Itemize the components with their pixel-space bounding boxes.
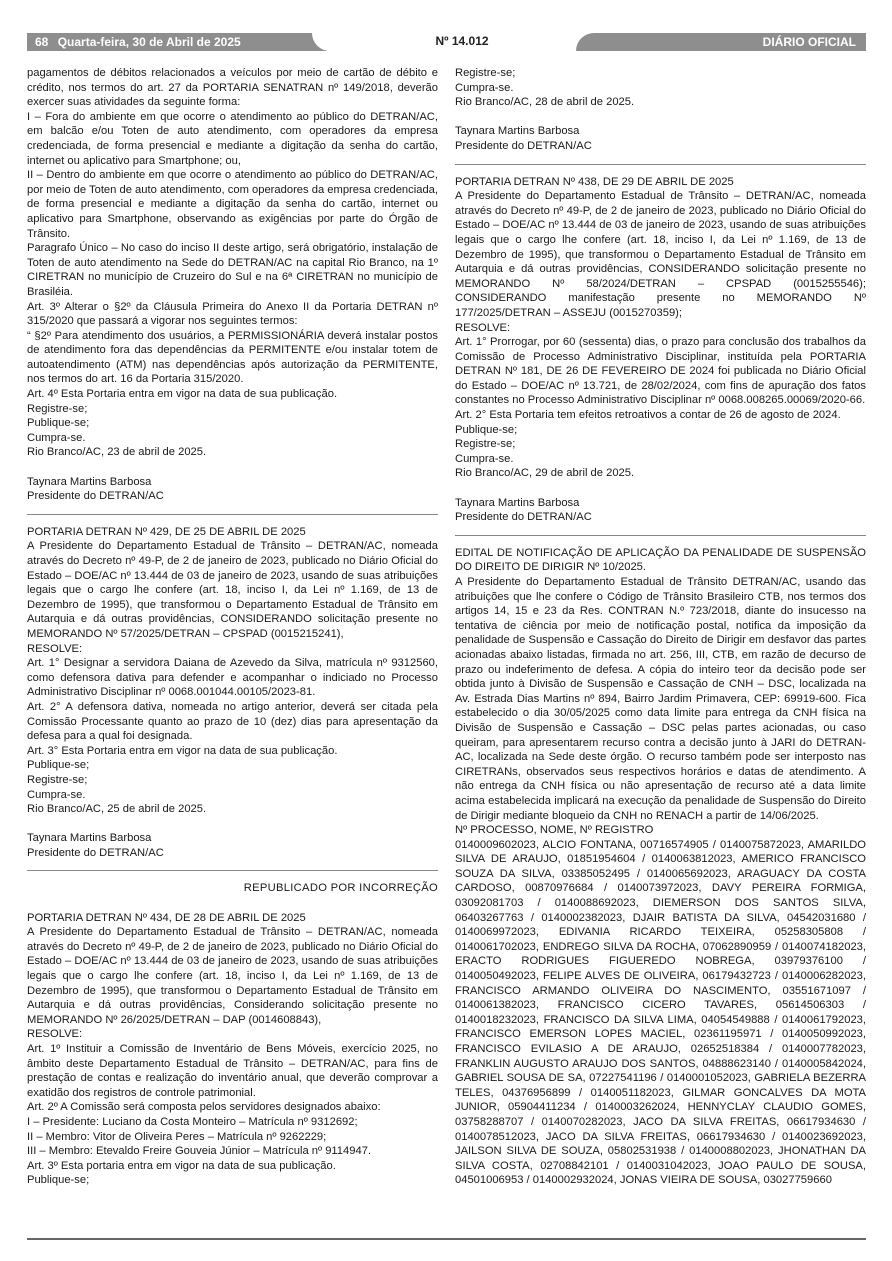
paragraph: Art. 2º A Comissão será composta pelos servidores designados abaixo: <box>27 1101 381 1114</box>
paragraph: Publique-se; <box>27 759 90 772</box>
paragraph: II – Membro: Vitor de Oliveira Peres – Matrícula nº 9262229; <box>27 1130 327 1143</box>
paragraph: Art. 2° Esta Portaria tem efeitos retroativos a contar de 26 de agosto de 2024. <box>455 409 841 422</box>
portaria-429 <box>27 525 438 861</box>
signer-name: Taynara Martins Barbosa <box>27 475 152 488</box>
edital-title: EDITAL DE NOTIFICAÇÃO DE APLICAÇÃO DA PENALIDADE DE SUSPENSÃO DO DIREITO DE DIRIGIR Nº 10/2025. <box>455 546 866 574</box>
paragraph: A Presidente do Departamento Estadual de Trânsito – DETRAN/AC, nomeada através do Decreto nº 49-P, de 2 de janeiro de 2023, publicado no Diário Oficial do Estado – DOE/AC nº 13.444 de 03 de janeiro de 2023, usando de suas atribuições legais que o cargo lhe confere (art. 18, inciso I, da Lei nº 1.169, de 13 de Dezembro de 1995), que transformou o Departamento Estadual de Trânsito em Autarquia e dá outras providências, Considerando solicitação presente no MEMORANDO Nº 26/2025/DETRAN – DAP (0014608843), <box>27 926 438 1026</box>
signer-role: Presidente do DETRAN/AC <box>455 511 592 524</box>
edital-list: 0140009602023, ALCIO FONTANA, 00716574905 / 0140075872023, AMARILDO SILVA DE ARAUJO, 01851954604 / 0140063812023, AMERICO FRANCISCO SOUZA DA SILVA, 03385052495 / 0140065692023, ARAGUACY DA COSTA CARDOSO, 00870976684 / 0140073972023, DAVY PEREIRA FORMIGA, 03092081703 / 0140088692023, DIEMERSON DOS SANTOS SILVA, 06403267763 / 0140002382023, DJAIR BATISTA DA SILVA, 04542031680 / 0140069972023, EDIVANIA RICARDO TEIXEIRA, 05258305808 / 0140061702023, ENDREGO SILVA DA ROCHA, 07062890959 / 0140074182023, ERACTO RODRIGUES FIGUEREDO NOBREGA, 03979376100 / 0140050492023, FELIPE ALVES DE OLIVEIRA, 06179432723 / 0140006282023, FRANCISCO ARMANDO OLIVEIRA DO NASCIMENTO, 03551671097 / 0140061382023, FRANCISCO CICERO TAVARES, 05614506303 / 0140018232023, FRANCISCO DA SILVA LIMA, 04054549888 / 0140061792023, FRANCISCO EMERSON LOPES MACIEL, 02361195971 / 0140050992023, FRANCISCO EVILASIO A DE ARAUJO, 02652518384 / 0140007782023, FRANKLIN AUGUSTO ARAUJO DOS SANTOS, 04888623140 / 0140005842024, GABRIEL SOUSA DE SA, 07227541196 / 0140001052023, GABRIELA BEZERRA TELES, 04376956899 / 0140051182023, GILMAR GONCALVES DA MOTA JUNIOR, 05904411234 / 0140003262024, HENNYCLAY CLAUDIO GOMES, 03758288707 / 0140070282023, JACO DA SILVA FREITAS, 06617934630 / 0140078512023, JACO DA SILVA FREITAS, 06617934630 / 0140023692023, JAILSON SILVA DE SOUZA, 05802531938 / 0140008802023, JHONATHAN DA SILVA COSTA, 02708842101 / 0140031042023, JOAO PAULO DE SOUSA, 04501006953 / 0140002932024, JONAS VIEIRA DE SOUSA, 03027759660 <box>455 838 866 1187</box>
portaria-434 <box>27 911 438 1188</box>
divider <box>27 870 438 871</box>
paragraph: A Presidente do Departamento Estadual de Trânsito – DETRAN/AC, nomeada através do Decreto nº 49-P, de 2 de janeiro de 2023, publicado no Diário Oficial do Estado – DOE/AC nº 13.444 de 03 de janeiro de 2023, usando de suas atribuições legais que o cargo lhe confere (art. 18, inciso I, da Lei nº 1.169, de 13 de Dezembro de 1995), que transformou o Departamento Estadual de Trânsito em Autarquia e dá outras providências, CONSIDERANDO solicitação presente no MEMORANDO Nº 57/2025/DETRAN – CPSPAD (0015215241), <box>27 540 438 640</box>
paragraph: RESOLVE: <box>455 321 511 334</box>
paragraph: RESOLVE: <box>27 1028 83 1041</box>
paragraph: Cumpra-se. <box>455 81 514 94</box>
paragraph: Rio Branco/AC, 29 de abril de 2025. <box>455 467 635 480</box>
paragraph: Cumpra-se. <box>27 788 86 801</box>
paragraph: Registre-se; <box>27 773 88 786</box>
publication-date: Quarta-feira, 30 de Abril de 2025 <box>57 35 241 49</box>
left-column <box>27 66 438 1188</box>
publication-name: DIÁRIO OFICIAL <box>576 33 866 51</box>
paragraph: Art. 1° Prorrogar, por 60 (sessenta) dias, o prazo para conclusão dos trabalhos da Comissão de Processo Administrativo Disciplinar, instituída pela PORTARIA DETRAN Nº 181, DE 26 DE FEVEREIRO DE 2024 foi publicada no Diário Oficial do Estado – DOE/AC nº 13.721, de 28/02/2024, com fins de apuração dos fatos constantes no Processo Administrativo Disciplinar nº 0068.008265.00069/2020-66. <box>455 336 866 407</box>
portaria-title: PORTARIA DETRAN Nº 434, DE 28 DE ABRIL DE 2025 <box>27 911 306 924</box>
paragraph: III – Membro: Etevaldo Freire Gouveia Júnior – Matrícula nº 9114947. <box>27 1145 372 1158</box>
paragraph: A Presidente do Departamento Estadual de Trânsito – DETRAN/AC, nomeada através do Decreto nº 49-P, de 2 de janeiro de 2023, publicado no Diário Oficial do Estado – DOE/AC nº 13.444 de 03 de janeiro de 2023, usando de suas atribuições legais que o cargo lhe confere (art. 18, inciso I, da Lei nº 1.169, de 13 de Dezembro de 1995), que transformou o Departamento Estadual de Trânsito em Autarquia e dá outras providências, CONSIDERANDO solicitação presente no MEMORANDO Nº 58/2024/DETRAN – CPSPAD (0015255546); CONSIDERANDO manifestação presente no MEMORANDO Nº 177/2025/DETRAN – ASSEJU (0015270359); <box>455 190 866 319</box>
paragraph: Art. 3º Alterar o §2º da Cláusula Primeira do Anexo II da Portaria DETRAN nº 315/2020 que passará a vigorar nos seguintes termos: <box>27 300 438 328</box>
portaria-438 <box>455 175 866 525</box>
paragraph: Paragrafo Único – No caso do inciso II deste artigo, será obrigatório, instalação de Toten de auto atendimento na Sede do DETRAN/AC na capital Rio Branco, na 1º CIRETRAN no município de Cruzeiro do Sul e na 6ª CIRETRAN no município de Brasiléia. <box>27 242 438 298</box>
divider <box>27 514 438 515</box>
signer-role: Presidente do DETRAN/AC <box>27 846 164 859</box>
paragraph: Art. 3° Esta Portaria entra em vigor na data de sua publicação. <box>27 744 338 757</box>
intro-section <box>27 66 438 504</box>
portaria-title: PORTARIA DETRAN Nº 438, DE 29 DE ABRIL DE 2025 <box>455 175 734 188</box>
paragraph: Rio Branco/AC, 25 de abril de 2025. <box>27 803 207 816</box>
paragraph: Cumpra-se. <box>27 431 86 444</box>
continuation-section <box>455 66 866 154</box>
paragraph: Cumpra-se. <box>455 452 514 465</box>
paragraph: Art. 1º Instituir a Comissão de Inventário de Bens Móveis, exercício 2025, no âmbito deste Departamento Estadual de Trânsito – DETRAN/AC, para fins de prestação de contas e realização do inventário anual, que deverão comprovar a exatidão dos registros de controle patrimonial. <box>27 1043 438 1099</box>
signer-name: Taynara Martins Barbosa <box>455 125 580 138</box>
paragraph: RESOLVE: <box>27 642 83 655</box>
paragraph: Publique-se; <box>27 417 90 430</box>
issue-number: Nº 14.012 <box>435 34 489 48</box>
signer-name: Taynara Martins Barbosa <box>27 832 152 845</box>
signer-name: Taynara Martins Barbosa <box>455 496 580 509</box>
paragraph: Registre-se; <box>27 402 88 415</box>
portaria-title: PORTARIA DETRAN Nº 429, DE 25 DE ABRIL DE 2025 <box>27 525 306 538</box>
footer-rule <box>27 1238 866 1240</box>
paragraph: Art. 2° A defensora dativa, nomeada no artigo anterior, deverá ser citada pela Comissão Processante quanto ao prazo de 10 (dez) dias para apresentação da defesa para a qual foi designada. <box>27 700 438 743</box>
paragraph: Art. 3º Esta portaria entra em vigor na data de sua publicação. <box>27 1159 336 1172</box>
edital-section <box>455 546 866 1188</box>
paragraph: II – Dentro do ambiente em que ocorre o atendimento ao público do DETRAN/AC, por meio de Toten de auto atendimento, com operadores da empresa credenciada, de forma presencial e mediante a digitação da senha do cartão, internet ou aplicativo para Smartphone, observando as exigências por parte do Órgão de Trânsito. <box>27 169 438 240</box>
signer-role: Presidente do DETRAN/AC <box>27 490 164 503</box>
paragraph: Publique-se; <box>27 1174 90 1187</box>
paragraph: I – Fora do ambiente em que ocorre o atendimento ao público do DETRAN/AC, em balcão e/ou Toten de auto atendimento, com operadores da empresa credenciada, de forma presencial e mediante a digitação da senha do cartão, internet ou aplicativo para Smartphone; ou, <box>27 110 438 167</box>
paragraph: Registre-se; <box>455 67 516 79</box>
paragraph: I – Presidente: Luciano da Costa Monteiro – Matrícula nº 9312692; <box>27 1115 358 1128</box>
paragraph: Rio Branco/AC, 28 de abril de 2025. <box>455 96 635 109</box>
paragraph: Art. 4º Esta Portaria entra em vigor na data de sua publicação. <box>27 388 338 401</box>
paragraph: Art. 1° Designar a servidora Daiana de Azevedo da Silva, matrícula nº 9312560, como defensora dativa para defender e acompanhar o indiciado no Processo Administrativo Disciplinar nº 0068.001044.00105/2023-81. <box>27 657 438 699</box>
paragraph: Rio Branco/AC, 23 de abril de 2025. <box>27 446 207 459</box>
edital-body: A Presidente do Departamento Estadual de Trânsito DETRAN/AC, usando das atribuições que lhe confere o Código de Trânsito Brasileiro CTB, nos termos dos artigos 14, 15 e 23 da Res. CONTRAN N.º 723/2018, diante do insucesso na tentativa de ciência por meio de notificação postal, notifica da imposição da penalidade de Suspensão e Cassação do Direito de Dirigir em desfavor das partes acionadas abaixo listadas, firmada no art. 256, III, CTB, em razão de decurso de prazo ou indeferimento de defesa. A cópia do inteiro teor da decisão pode ser obtida junto à Divisão de Suspensão e Cassação de CNH – DSC, localizada na Av. Estrada Dias Martins nº 894, Bairro Jardim Primavera, CEP: 69919-600. Fica estabelecido o dia 30/05/2025 como data limite para entrega da CNH física na Divisão de Suspensão e Cassação – DSC pelas partes acionadas, ou caso queiram, para apresentarem recurso contra a decisão junto à JARI do DETRAN-AC, localizada na Sede deste órgão. O recurso também pode ser interposto nas CIRETRANs, observados seus respectivos horários e datas de atendimento. A não entrega da CNH física ou não apresentação de recurso até a data limite acima estabelecida implicará na execução da penalidade de Suspensão do Direito de Dirigir mediante bloqueio da CNH no RENACH a partir de 14/06/2025. <box>455 576 866 822</box>
paragraph: Publique-se; <box>455 423 518 436</box>
paragraph: pagamentos de débitos relacionados a veículos por meio de cartão de débito e crédito, nos termos do art. 27 da PORTARIA SENATRAN nº 149/2018, deverão exercer suas atividades da seguinte forma: <box>27 67 438 109</box>
divider <box>455 164 866 165</box>
edital-list-header: Nº PROCESSO, NOME, Nº REGISTRO <box>455 824 654 837</box>
divider <box>455 535 866 536</box>
paragraph: “ §2º Para atendimento dos usuários, a PERMISSIONÁRIA deverá instalar postos de atendimento fora das dependências da PERMITENTE e/ou instalar totem de autoatendimento (ATM) nas dependências após autorização da PERMITENTE, nos termos do art. 16 da Portaria 315/2020. <box>27 329 438 386</box>
page-header <box>27 33 866 51</box>
republished-notice: REPUBLICADO POR INCORREÇÃO <box>243 882 438 895</box>
paragraph: Registre-se; <box>455 438 516 451</box>
header-left-band <box>27 33 327 51</box>
page-number: 68 <box>35 35 49 49</box>
right-column <box>455 66 866 1188</box>
signer-role: Presidente do DETRAN/AC <box>455 139 592 152</box>
